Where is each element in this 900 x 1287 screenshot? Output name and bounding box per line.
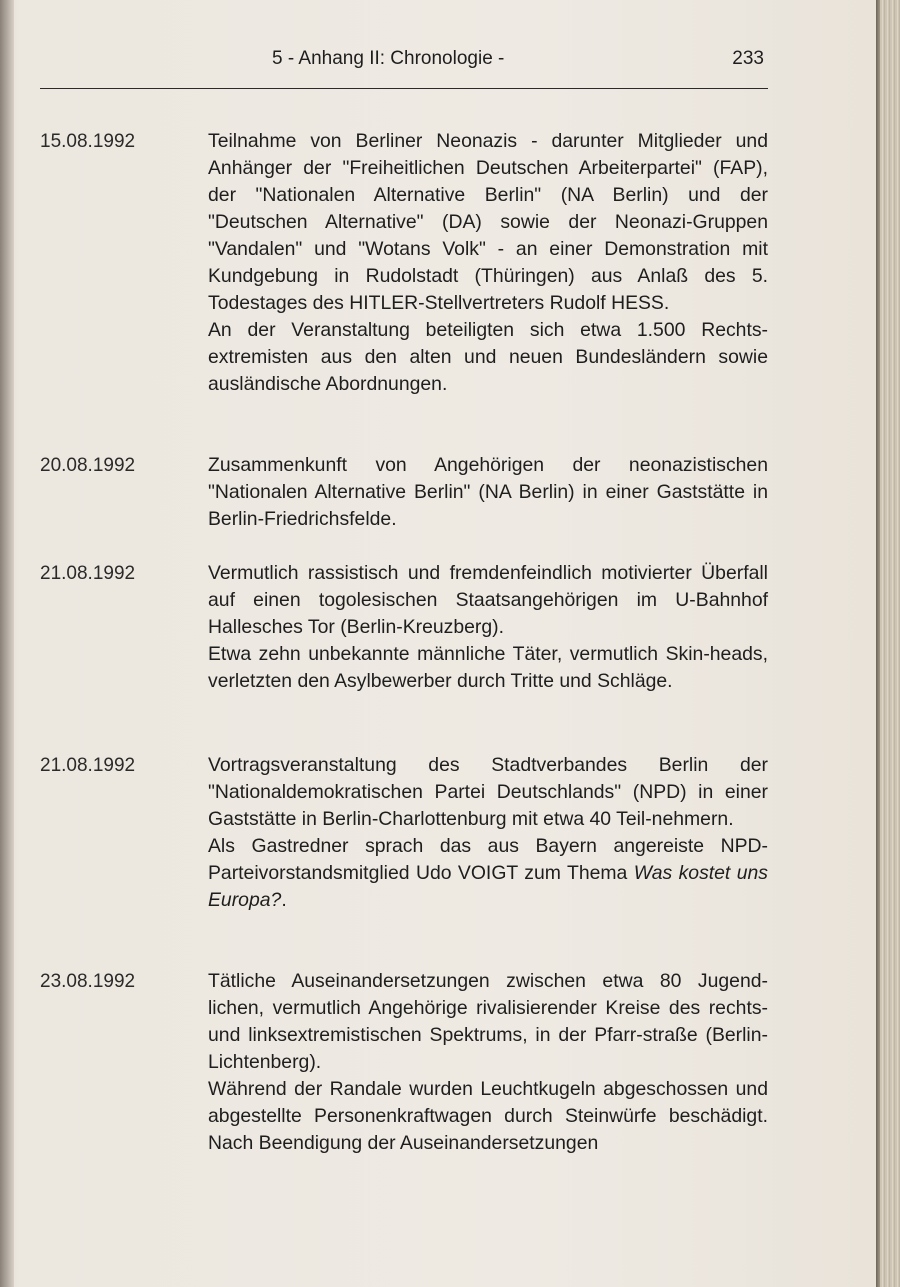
entry-date: 21.08.1992 [40,755,136,776]
chapter-title: 5 - Anhang II: Chronologie - [272,48,505,69]
binding-shadow [0,0,14,1287]
entry-paragraph: Zusammenkunft von Angehörigen der neonazistischen "Nationalen Alternative Berlin" (NA Berlin) in einer Gaststätte in Berlin-Friedrichsfelde. [208,454,768,530]
chronology-entry [40,452,770,560]
chronology-entry [40,968,770,1157]
talk-title: Was kostet uns Europa? [208,862,768,911]
entry-text [208,560,768,752]
entry-paragraph: An der Veranstaltung beteiligten sich etwa 1.500 Rechts-extremisten aus den alten und neuen Bundesländern sowie ausländische Abordnungen. [208,319,768,395]
paragraph-tail: . [281,889,287,911]
chronology-entry [40,752,770,968]
entry-paragraph [208,833,768,914]
entry-text [208,752,768,968]
entry-date: 21.08.1992 [40,563,136,584]
entry-paragraph: Vermutlich rassistisch und fremdenfeindlich motivierter Überfall auf einen togolesischen Staatsangehörigen im U-Bahnhof Hallesches Tor (Berlin-Kreuzberg). [208,562,768,638]
entry-paragraph: Etwa zehn unbekannte männliche Täter, vermutlich Skin-heads, verletzten den Asylbewerber durch Tritte und Schläge. [208,643,768,692]
entry-paragraph: Während der Randale wurden Leuchtkugeln abgeschossen und abgestellte Personenkraftwagen durch Steinwürfe beschädigt. Nach Beendigung der Auseinandersetzungen [208,1078,768,1154]
entry-paragraph: Teilnahme von Berliner Neonazis - darunter Mitglieder und Anhänger der "Freiheitlichen Deutschen Arbeiterpartei" (FAP), der "Nationalen Alternative Berlin" (NA Berlin) und der "Deutschen Alternative" (DA) sowie der Neonazi-Gruppen "Vandalen" und "Wotans Volk" - an einer Demonstration mit Kundgebung in Rudolstadt (Thüringen) aus Anlaß des 5. Todestages des HITLER-Stellvertreters Rudolf HESS. [208,130,768,314]
entry-paragraph: Tätliche Auseinandersetzungen zwischen etwa 80 Jugend-lichen, vermutlich Angehörige rivalisierender Kreise des rechts- und linksextremistischen Spektrums, in der Pfarr-straße (Berlin-Lichtenberg). [208,970,768,1073]
chronology-entries [40,128,770,1157]
entry-paragraph: Vortragsveranstaltung des Stadtverbandes Berlin der "Nationaldemokratischen Partei Deutschlands" (NPD) in einer Gaststätte in Berlin-Charlottenburg mit etwa 40 Teil-nehmern. [208,754,768,830]
entry-date: 15.08.1992 [40,131,136,152]
book-page-edges [876,0,900,1287]
page-number: 233 [732,48,764,69]
paragraph-lead: Als Gastredner sprach das aus Bayern angereiste NPD-Parteivorstandsmitglied Udo VOIGT zum Thema [208,835,768,884]
entry-date: 23.08.1992 [40,971,136,992]
chronology-entry [40,128,770,452]
page-header [40,44,768,89]
entry-text [208,128,768,452]
entry-text [208,452,768,560]
entry-text [208,968,768,1157]
chronology-entry [40,560,770,752]
entry-date: 20.08.1992 [40,455,136,476]
